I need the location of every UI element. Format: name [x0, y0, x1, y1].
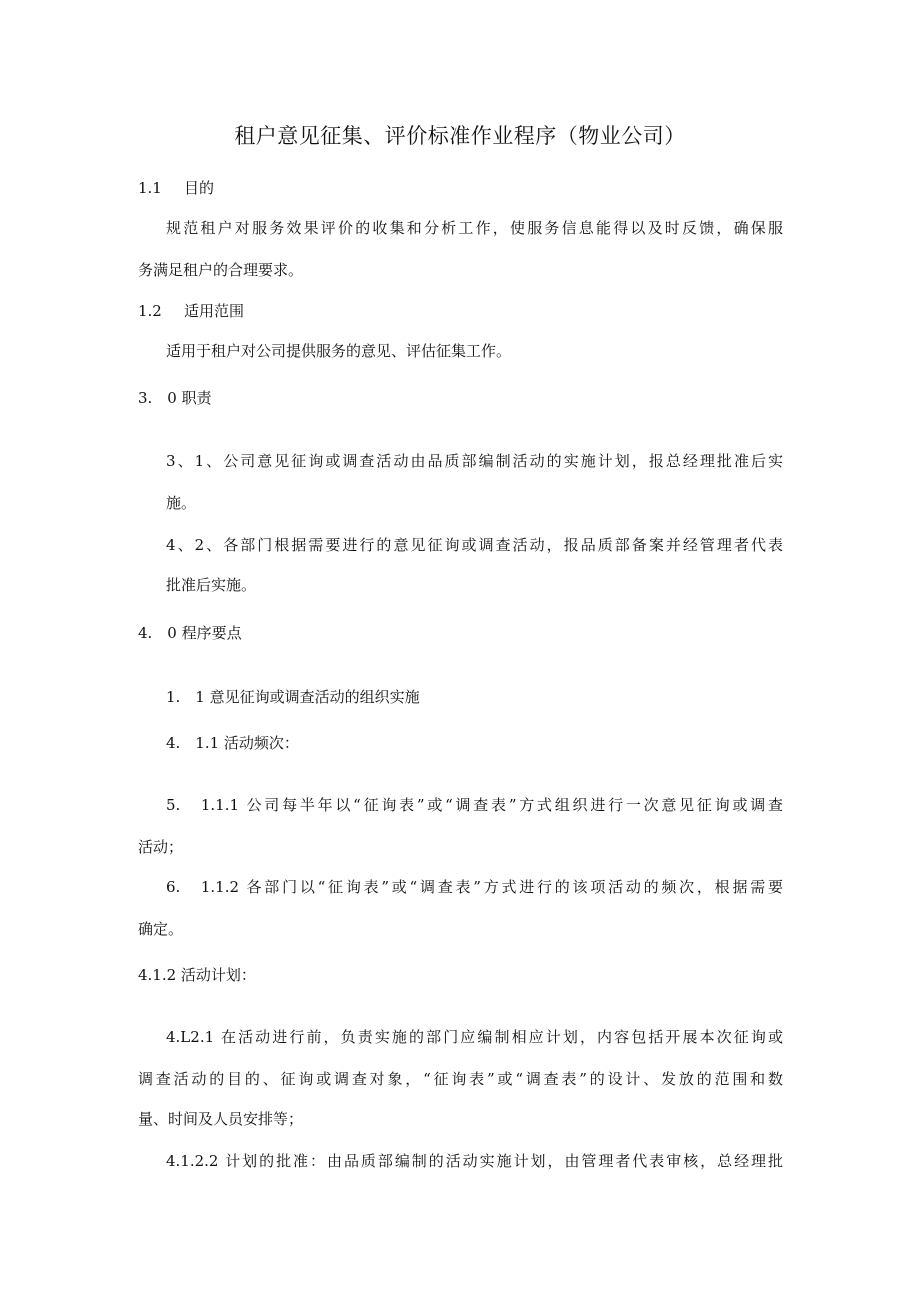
section-3-heading: 3. 0 职责	[138, 389, 212, 407]
paragraph-line: 量、时间及人员安排等；	[138, 1110, 304, 1128]
list-item: 4、2、各部门根据需要进行的意见征询或调查活动，报品质部备案并经管理者代表	[166, 536, 783, 554]
list-item-continued: 确定。	[138, 920, 184, 938]
paragraph-line: 务满足租户的合理要求。	[138, 261, 304, 279]
section-label: 目的	[184, 179, 215, 197]
list-item-continued: 批准后实施。	[166, 576, 257, 594]
paragraph-line: 调查活动的目的、征询或调查对象，“征询表”或“调查表”的设计、发放的范围和数	[138, 1070, 783, 1088]
list-item: 3、1、公司意见征询或调查活动由品质部编制活动的实施计划，报总经理批准后实	[166, 452, 783, 470]
list-item-continued: 活动；	[138, 838, 184, 856]
section-1-2-heading	[138, 301, 244, 321]
list-item: 6. 1.1.2 各部门以“征询表”或“调查表”方式进行的该项活动的频次，根据需要	[166, 878, 783, 896]
paragraph-line: 规范租户对服务效果评价的收集和分析工作，使服务信息能得以及时反馈，确保服	[166, 219, 783, 237]
paragraph-line: 适用于租户对公司提供服务的意见、评估征集工作。	[166, 342, 512, 360]
paragraph-line: 4.L2.1 在活动进行前，负责实施的部门应编制相应计划，内容包括开展本次征询或	[166, 1028, 783, 1046]
list-item: 5. 1.1.1 公司每半年以“征询表”或“调查表”方式组织进行一次意见征询或调查	[166, 796, 783, 814]
section-number: 1.2	[138, 302, 162, 320]
subsection-heading: 4. 1.1 活动频次：	[166, 734, 299, 752]
paragraph-line: 4.1.2.2 计划的批准：由品质部编制的活动实施计划，由管理者代表审核，总经理批	[166, 1152, 783, 1170]
list-item-continued: 施。	[166, 494, 197, 512]
section-number: 1.1	[138, 179, 162, 197]
subsection-heading: 1. 1 意见征询或调查活动的组织实施	[166, 688, 420, 706]
document-title: 租户意见征集、评价标准作业程序（物业公司）	[234, 124, 686, 148]
section-1-1-heading	[138, 178, 214, 198]
section-label: 适用范围	[184, 302, 245, 320]
subsection-heading: 4.1.2 活动计划：	[138, 966, 256, 984]
section-4-heading: 4. 0 程序要点	[138, 624, 242, 642]
